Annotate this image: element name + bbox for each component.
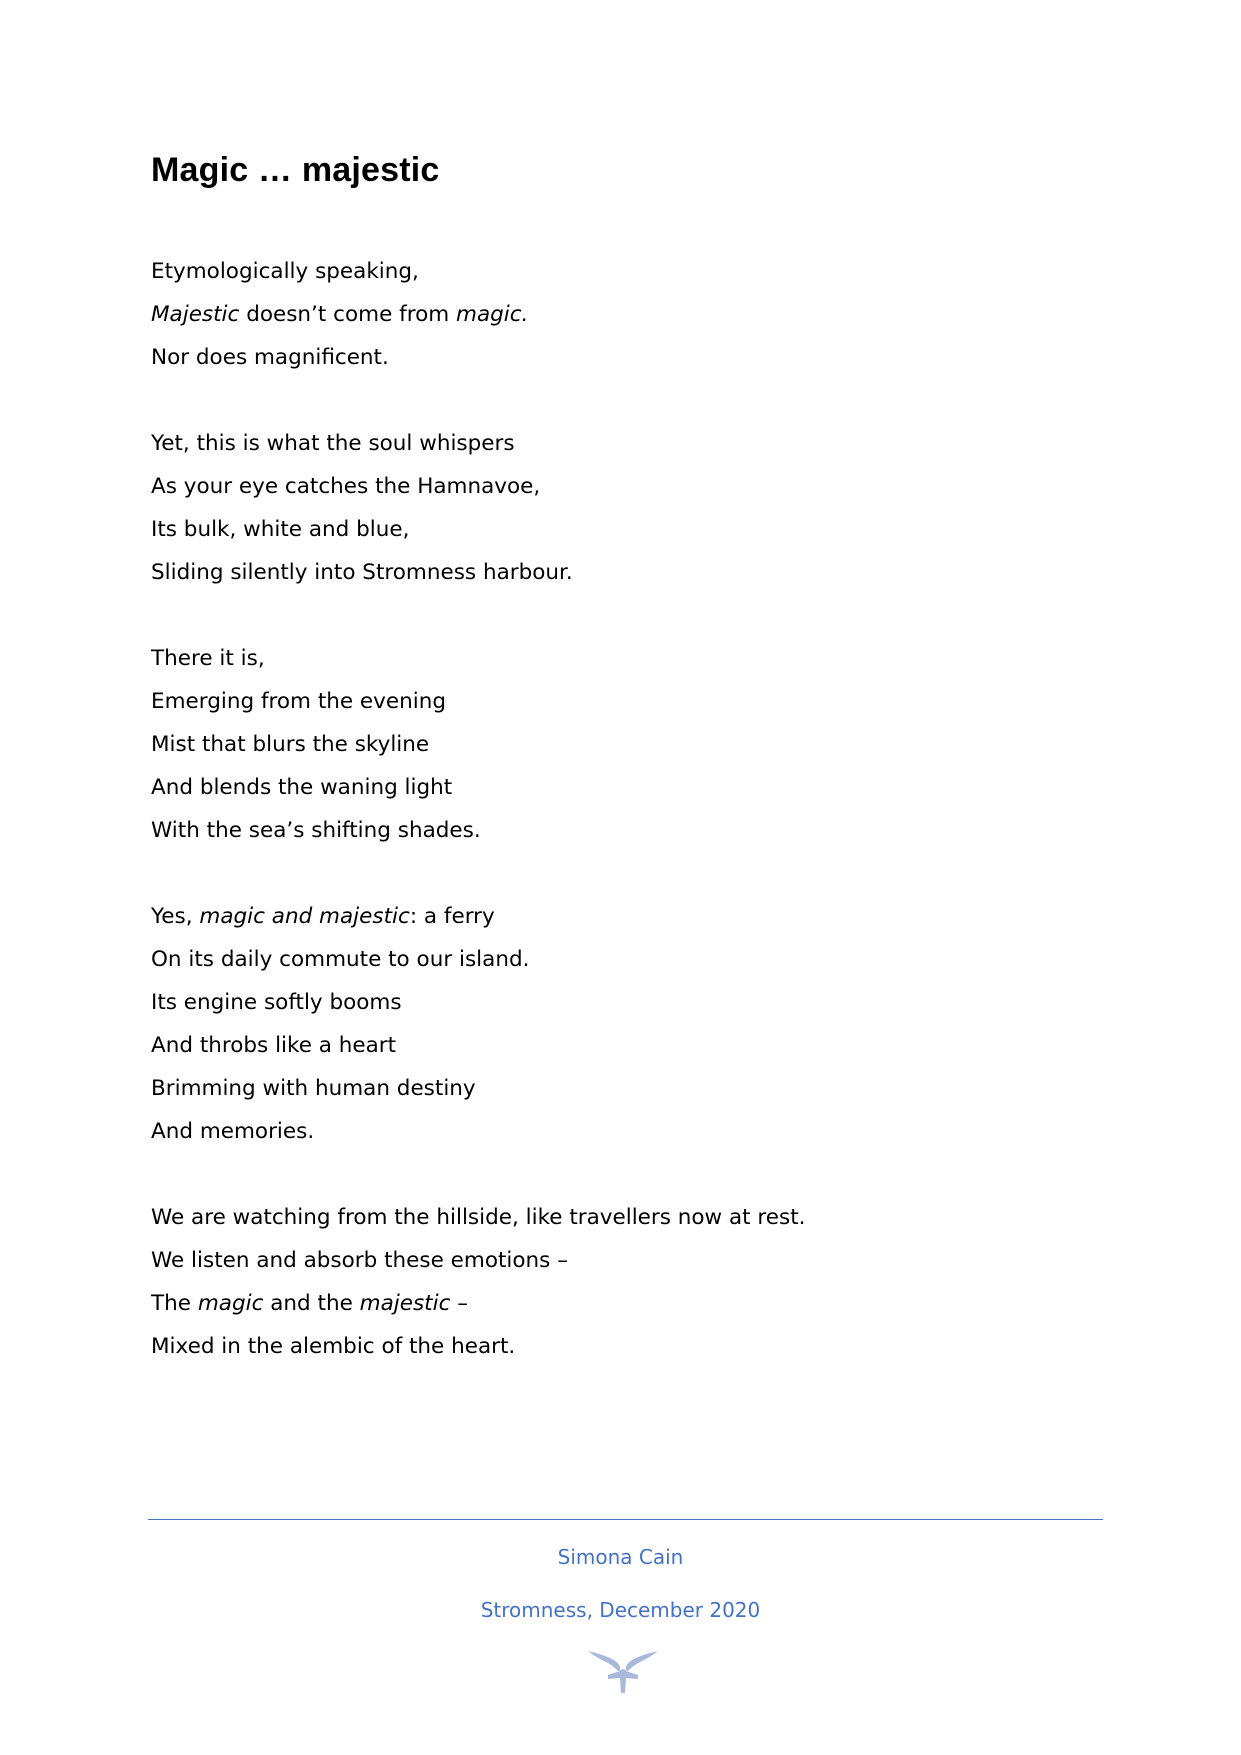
poem-line xyxy=(151,1024,1111,1067)
poem-line xyxy=(151,723,1111,766)
italic-text: magic. xyxy=(456,302,529,327)
line-text: Its engine softly booms xyxy=(151,990,402,1015)
poem-line xyxy=(151,981,1111,1024)
italic-text: magic and majestic xyxy=(199,904,410,929)
italic-text: Majestic xyxy=(151,302,240,327)
poem-stanza xyxy=(151,250,1111,379)
line-text: With the sea’s shifting shades. xyxy=(151,818,481,843)
poem-line xyxy=(151,465,1111,508)
poem-line xyxy=(151,680,1111,723)
line-text: doesn’t come from xyxy=(239,302,456,327)
poem-body xyxy=(151,250,1111,1411)
bird-ornament-icon xyxy=(586,1645,660,1695)
line-text: Mixed in the alembic of the heart. xyxy=(151,1334,516,1359)
poem-stanza xyxy=(151,637,1111,852)
line-text: Mist that blurs the skyline xyxy=(151,732,430,757)
poem-line xyxy=(151,1196,1111,1239)
line-text: There it is, xyxy=(151,646,265,671)
poem-stanza xyxy=(151,895,1111,1153)
poem-line xyxy=(151,938,1111,981)
poem-line xyxy=(151,1239,1111,1282)
line-text: Emerging from the evening xyxy=(151,689,446,714)
poem-stanza xyxy=(151,1196,1111,1368)
poem-line xyxy=(151,551,1111,594)
line-text: Etymologically speaking, xyxy=(151,259,419,284)
place-and-date: Stromness, December 2020 xyxy=(480,1598,761,1622)
line-text: and the xyxy=(263,1291,360,1316)
line-text: On its daily commute to our island. xyxy=(151,947,530,972)
poem-line xyxy=(151,508,1111,551)
line-text: We listen and absorb these emotions – xyxy=(151,1248,568,1273)
line-text: And blends the waning light xyxy=(151,775,453,800)
poem-line xyxy=(151,895,1111,938)
footer-divider xyxy=(148,1519,1103,1520)
poem-line xyxy=(151,809,1111,852)
italic-text: magic xyxy=(197,1291,264,1316)
line-text: Yes, xyxy=(151,904,200,929)
author-name: Simona Cain xyxy=(557,1545,684,1569)
poem-line xyxy=(151,766,1111,809)
poem-line xyxy=(151,1067,1111,1110)
poem-line xyxy=(151,1282,1111,1325)
poem-line xyxy=(151,1110,1111,1153)
poem-line xyxy=(151,422,1111,465)
poem-line xyxy=(151,637,1111,680)
line-text: We are watching from the hillside, like travellers now at rest. xyxy=(151,1205,806,1230)
poem-line xyxy=(151,293,1111,336)
line-text: Brimming with human destiny xyxy=(151,1076,476,1101)
poem-title: Magic … majestic xyxy=(151,151,440,189)
line-text: – xyxy=(450,1291,468,1316)
line-text: The xyxy=(151,1291,198,1316)
line-text: : a ferry xyxy=(409,904,495,929)
poem-line xyxy=(151,336,1111,379)
italic-text: majestic xyxy=(359,1291,451,1316)
poem-line xyxy=(151,250,1111,293)
line-text: And memories. xyxy=(151,1119,315,1144)
line-text: Yet, this is what the soul whispers xyxy=(151,431,515,456)
line-text: Its bulk, white and blue, xyxy=(151,517,410,542)
line-text: As your eye catches the Hamnavoe, xyxy=(151,474,541,499)
line-text: And throbs like a heart xyxy=(151,1033,397,1058)
poem-line xyxy=(151,1325,1111,1368)
line-text: Sliding silently into Stromness harbour. xyxy=(151,560,573,585)
poem-stanza xyxy=(151,422,1111,594)
line-text: Nor does magnificent. xyxy=(151,345,389,370)
